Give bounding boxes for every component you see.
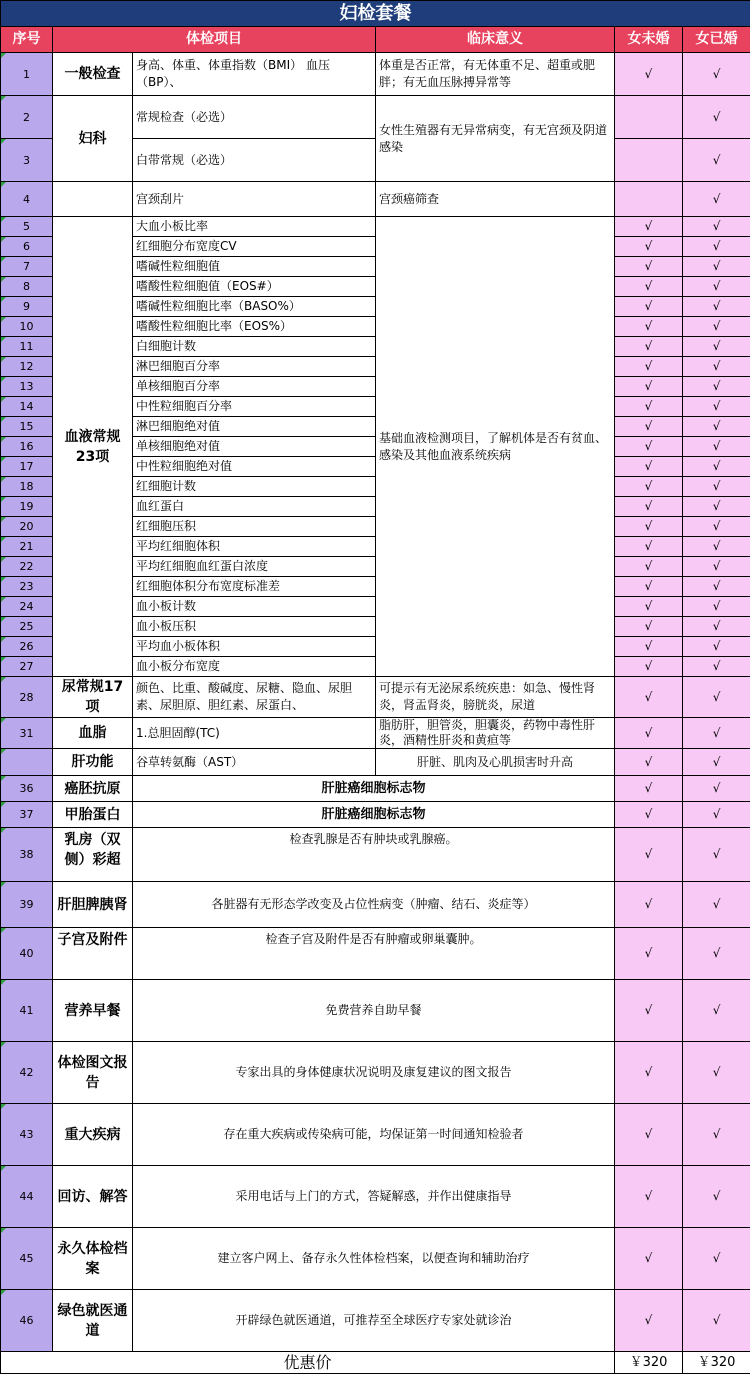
check-married: √ <box>683 96 750 139</box>
table-row <box>1 928 750 980</box>
check-unmarried: √ <box>615 337 683 357</box>
check-married: √ <box>683 597 750 617</box>
check-unmarried: √ <box>615 597 683 617</box>
table-row <box>1 1228 750 1290</box>
row-no: 25 <box>1 617 53 637</box>
check-married: √ <box>683 257 750 277</box>
check-unmarried: √ <box>615 1166 683 1228</box>
check-unmarried: √ <box>615 377 683 397</box>
row-item: 嗜碱性粒细胞比率（BASO%） <box>133 297 376 317</box>
check-unmarried: √ <box>615 980 683 1042</box>
row-category: 子宫及附件 <box>53 928 133 980</box>
check-unmarried: √ <box>615 882 683 928</box>
table-row <box>1 96 750 139</box>
check-married: √ <box>683 1290 750 1352</box>
row-item: 白带常规（必选） <box>133 139 376 182</box>
row-item: 中性粒细胞绝对值 <box>133 457 376 477</box>
row-no: 19 <box>1 497 53 517</box>
row-category: 血脂 <box>53 718 133 749</box>
check-married: √ <box>683 1228 750 1290</box>
check-unmarried: √ <box>615 776 683 802</box>
row-no: 21 <box>1 537 53 557</box>
row-item: 宫颈刮片 <box>133 182 376 217</box>
row-description: 肝脏癌细胞标志物 <box>133 776 615 802</box>
header-unmarried: 女未婚 <box>615 27 683 53</box>
check-unmarried <box>615 182 683 217</box>
row-item: 单核细胞绝对值 <box>133 437 376 457</box>
row-category <box>53 182 133 217</box>
check-unmarried: √ <box>615 828 683 882</box>
row-description: 肝脏癌细胞标志物 <box>133 802 615 828</box>
row-no: 1 <box>1 53 53 96</box>
row-item: 大血小板比率 <box>133 217 376 237</box>
check-married: √ <box>683 377 750 397</box>
row-no: 26 <box>1 637 53 657</box>
check-married: √ <box>683 980 750 1042</box>
check-unmarried: √ <box>615 277 683 297</box>
check-unmarried: √ <box>615 217 683 237</box>
price-unmarried: ￥320 <box>615 1352 683 1374</box>
check-unmarried: √ <box>615 297 683 317</box>
table-row <box>1 980 750 1042</box>
row-item: 血小板压积 <box>133 617 376 637</box>
row-category <box>53 217 133 677</box>
row-category: 一般检查 <box>53 53 133 96</box>
row-item: 平均红细胞体积 <box>133 537 376 557</box>
table-row <box>1 882 750 928</box>
check-unmarried: √ <box>615 437 683 457</box>
row-no: 17 <box>1 457 53 477</box>
row-description: 存在重大疾病或传染病可能，均保证第一时间通知检验者 <box>133 1104 615 1166</box>
row-description: 免费营养自助早餐 <box>133 980 615 1042</box>
row-no: 36 <box>1 776 53 802</box>
check-unmarried: √ <box>615 802 683 828</box>
row-no: 44 <box>1 1166 53 1228</box>
row-no: 9 <box>1 297 53 317</box>
row-no: 5 <box>1 217 53 237</box>
row-no: 3 <box>1 139 53 182</box>
table-row <box>1 53 750 96</box>
check-married: √ <box>683 749 750 776</box>
check-married: √ <box>683 337 750 357</box>
check-married: √ <box>683 397 750 417</box>
check-married: √ <box>683 617 750 637</box>
row-item: 单核细胞百分率 <box>133 377 376 397</box>
check-unmarried: √ <box>615 1104 683 1166</box>
row-item: 嗜酸性粒细胞比率（EOS%） <box>133 317 376 337</box>
row-item: 中性粒细胞百分率 <box>133 397 376 417</box>
row-description: 检查乳腺是否有肿块或乳腺癌。 <box>133 828 615 882</box>
row-no: 10 <box>1 317 53 337</box>
table-row <box>1 182 750 217</box>
check-unmarried: √ <box>615 477 683 497</box>
check-married: √ <box>683 182 750 217</box>
check-married: √ <box>683 217 750 237</box>
row-no: 14 <box>1 397 53 417</box>
check-married: √ <box>683 497 750 517</box>
row-category: 营养早餐 <box>53 980 133 1042</box>
check-married: √ <box>683 357 750 377</box>
row-description: 各脏器有无形态学改变及占位性病变（肿瘤、结石、炎症等） <box>133 882 615 928</box>
row-no: 37 <box>1 802 53 828</box>
row-meaning: 基础血液检测项目，了解机体是否有贫血、感染及其他血液系统疾病 <box>376 217 615 677</box>
row-item: 淋巴细胞百分率 <box>133 357 376 377</box>
row-no: 7 <box>1 257 53 277</box>
price-row <box>1 1352 750 1374</box>
row-category: 肝功能 <box>53 749 133 776</box>
table-row <box>1 1290 750 1352</box>
check-married: √ <box>683 277 750 297</box>
row-no: 31 <box>1 718 53 749</box>
page-title: 妇检套餐 <box>1 1 750 27</box>
row-no: 42 <box>1 1042 53 1104</box>
row-no: 12 <box>1 357 53 377</box>
row-item: 红细胞计数 <box>133 477 376 497</box>
row-description: 建立客户网上、备存永久性体检档案，以便查询和辅助治疗 <box>133 1228 615 1290</box>
check-married: √ <box>683 417 750 437</box>
check-married: √ <box>683 537 750 557</box>
table-row <box>1 217 750 237</box>
row-item: 白细胞计数 <box>133 337 376 357</box>
row-no: 16 <box>1 437 53 457</box>
table-row <box>1 1166 750 1228</box>
row-item: 红细胞体积分布宽度标准差 <box>133 577 376 597</box>
check-unmarried: √ <box>615 1290 683 1352</box>
row-item: 血小板分布宽度 <box>133 657 376 677</box>
row-category: 甲胎蛋白 <box>53 802 133 828</box>
header-married: 女已婚 <box>683 27 750 53</box>
check-unmarried: √ <box>615 517 683 537</box>
price-married: ￥320 <box>683 1352 750 1374</box>
check-unmarried: √ <box>615 237 683 257</box>
check-married: √ <box>683 657 750 677</box>
row-item: 1.总胆固醇(TC) <box>133 718 376 749</box>
table-row <box>1 1042 750 1104</box>
row-item: 平均血小板体积 <box>133 637 376 657</box>
row-no: 4 <box>1 182 53 217</box>
row-item: 血红蛋白 <box>133 497 376 517</box>
check-unmarried <box>615 96 683 139</box>
check-unmarried: √ <box>615 577 683 597</box>
row-category: 癌胚抗原 <box>53 776 133 802</box>
row-no: 28 <box>1 677 53 718</box>
row-no <box>1 749 53 776</box>
row-no: 46 <box>1 1290 53 1352</box>
row-category: 体检图文报告 <box>53 1042 133 1104</box>
check-married: √ <box>683 1166 750 1228</box>
row-no: 2 <box>1 96 53 139</box>
row-item: 嗜碱性粒细胞值 <box>133 257 376 277</box>
row-item: 常规检查（必选） <box>133 96 376 139</box>
row-item: 身高、体重、体重指数（BMI） 血压（BP）、 <box>133 53 376 96</box>
check-unmarried: √ <box>615 537 683 557</box>
row-no: 13 <box>1 377 53 397</box>
header-meaning: 临床意义 <box>376 27 615 53</box>
check-unmarried: √ <box>615 749 683 776</box>
check-unmarried: √ <box>615 677 683 718</box>
row-meaning: 体重是否正常，有无体重不足、超重或肥胖；有无血压脉搏异常等 <box>376 53 615 96</box>
check-unmarried: √ <box>615 397 683 417</box>
check-married: √ <box>683 457 750 477</box>
row-no: 18 <box>1 477 53 497</box>
row-item: 血小板计数 <box>133 597 376 617</box>
table-row <box>1 677 750 718</box>
row-no: 38 <box>1 828 53 882</box>
row-no: 45 <box>1 1228 53 1290</box>
check-unmarried <box>615 139 683 182</box>
check-unmarried: √ <box>615 53 683 96</box>
header-no: 序号 <box>1 27 53 53</box>
row-no: 39 <box>1 882 53 928</box>
table-row <box>1 776 750 802</box>
row-category: 肝胆脾胰肾 <box>53 882 133 928</box>
row-no: 40 <box>1 928 53 980</box>
check-married: √ <box>683 637 750 657</box>
row-no: 41 <box>1 980 53 1042</box>
row-no: 11 <box>1 337 53 357</box>
row-no: 24 <box>1 597 53 617</box>
check-married: √ <box>683 517 750 537</box>
row-category: 尿常规17项 <box>53 677 133 718</box>
check-unmarried: √ <box>615 657 683 677</box>
row-no: 23 <box>1 577 53 597</box>
row-meaning: 肝脏、肌肉及心肌损害时升高 <box>376 749 615 776</box>
check-unmarried: √ <box>615 457 683 477</box>
check-married: √ <box>683 557 750 577</box>
row-item: 红细胞压积 <box>133 517 376 537</box>
row-meaning: 女性生殖器有无异常病变，有无宫颈及阴道感染 <box>376 96 615 182</box>
check-unmarried: √ <box>615 497 683 517</box>
row-no: 43 <box>1 1104 53 1166</box>
row-item: 颜色、比重、酸碱度、尿糖、隐血、尿胆素、尿胆原、胆红素、尿蛋白、 <box>133 677 376 718</box>
check-married: √ <box>683 297 750 317</box>
row-meaning: 可提示有无泌尿系统疾患：如急、慢性肾炎，肾盂肾炎，膀胱炎，尿道 <box>376 677 615 718</box>
check-married: √ <box>683 477 750 497</box>
row-category: 回访、解答 <box>53 1166 133 1228</box>
table-row <box>1 1104 750 1166</box>
row-no: 20 <box>1 517 53 537</box>
check-married: √ <box>683 718 750 749</box>
check-unmarried: √ <box>615 317 683 337</box>
check-unmarried: √ <box>615 417 683 437</box>
check-unmarried: √ <box>615 718 683 749</box>
table-row <box>1 749 750 776</box>
header-item: 体检项目 <box>53 27 376 53</box>
row-description: 采用电话与上门的方式，答疑解惑，并作出健康指导 <box>133 1166 615 1228</box>
check-unmarried: √ <box>615 257 683 277</box>
check-married: √ <box>683 802 750 828</box>
row-description: 检查子宫及附件是否有肿瘤或卵巢囊肿。 <box>133 928 615 980</box>
check-married: √ <box>683 928 750 980</box>
row-no: 22 <box>1 557 53 577</box>
check-unmarried: √ <box>615 357 683 377</box>
check-married: √ <box>683 882 750 928</box>
row-item: 红细胞分布宽度CV <box>133 237 376 257</box>
row-item: 谷草转氨酶（AST） <box>133 749 376 776</box>
check-unmarried: √ <box>615 617 683 637</box>
check-married: √ <box>683 237 750 257</box>
row-item: 淋巴细胞绝对值 <box>133 417 376 437</box>
row-category: 乳房（双侧）彩超 <box>53 828 133 882</box>
row-no: 27 <box>1 657 53 677</box>
check-unmarried: √ <box>615 1228 683 1290</box>
table-row <box>1 718 750 749</box>
category-line-1: 血液常规 <box>56 427 129 447</box>
check-married: √ <box>683 437 750 457</box>
row-no: 15 <box>1 417 53 437</box>
check-married: √ <box>683 139 750 182</box>
category-line-2: 23项 <box>56 447 129 467</box>
check-married: √ <box>683 677 750 718</box>
row-no: 8 <box>1 277 53 297</box>
check-unmarried: √ <box>615 637 683 657</box>
check-married: √ <box>683 1104 750 1166</box>
row-category: 重大疾病 <box>53 1104 133 1166</box>
row-description: 开辟绿色就医通道，可推荐至全球医疗专家处就诊治 <box>133 1290 615 1352</box>
row-item: 平均红细胞血红蛋白浓度 <box>133 557 376 577</box>
check-unmarried: √ <box>615 1042 683 1104</box>
row-category: 永久体检档案 <box>53 1228 133 1290</box>
check-married: √ <box>683 776 750 802</box>
row-description: 专家出具的身体健康状况说明及康复建议的图文报告 <box>133 1042 615 1104</box>
price-label: 优惠价 <box>1 1352 615 1374</box>
check-married: √ <box>683 317 750 337</box>
table-row <box>1 802 750 828</box>
check-married: √ <box>683 828 750 882</box>
row-category: 妇科 <box>53 96 133 182</box>
row-category: 绿色就医通道 <box>53 1290 133 1352</box>
row-meaning: 宫颈癌筛查 <box>376 182 615 217</box>
check-married: √ <box>683 577 750 597</box>
check-unmarried: √ <box>615 928 683 980</box>
row-meaning: 脂肪肝，胆管炎，胆囊炎，药物中毒性肝炎，酒精性肝炎和黄疸等 <box>376 718 615 749</box>
check-unmarried: √ <box>615 557 683 577</box>
row-no: 6 <box>1 237 53 257</box>
check-married: √ <box>683 1042 750 1104</box>
table-row <box>1 828 750 882</box>
check-married: √ <box>683 53 750 96</box>
row-item: 嗜酸性粒细胞值（EOS#） <box>133 277 376 297</box>
